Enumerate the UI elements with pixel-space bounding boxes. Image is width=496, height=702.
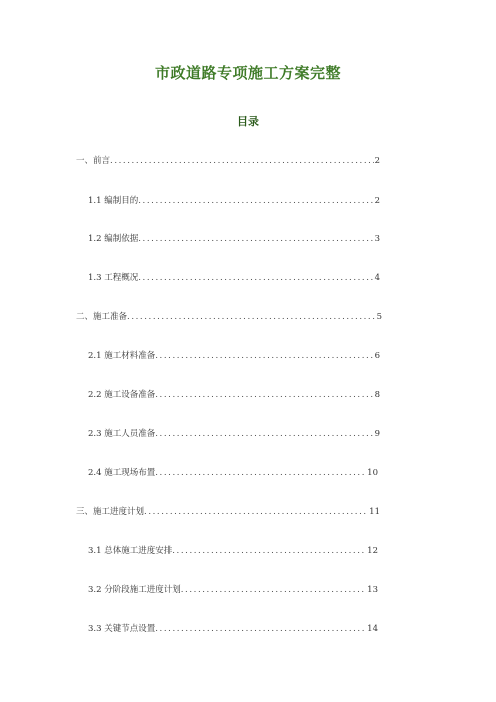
toc-entry[interactable] <box>88 350 380 362</box>
toc-entry-label: 一、前言 <box>76 156 111 166</box>
toc-entry[interactable] <box>88 428 380 440</box>
toc-page-number: 14 <box>367 624 378 634</box>
toc-leader-dots <box>155 623 366 635</box>
toc-leader-dots <box>155 428 373 440</box>
toc-leader-dots <box>155 350 373 362</box>
toc-entry[interactable] <box>76 155 380 167</box>
toc-entry-label: 2.3 施工人员准备 <box>88 429 156 439</box>
toc-entry[interactable] <box>88 584 378 596</box>
toc-page-number: 8 <box>374 390 380 400</box>
toc-entry-label: 三、施工进度计划 <box>76 507 145 517</box>
toc-entry[interactable] <box>88 467 378 479</box>
toc-page-number: 6 <box>374 351 380 361</box>
toc-leader-dots <box>144 506 368 518</box>
toc-leader-dots <box>138 272 373 284</box>
toc-entry[interactable] <box>88 545 378 557</box>
toc-entry-label: 2.1 施工材料准备 <box>88 351 156 361</box>
toc-page-number: 2 <box>374 156 380 166</box>
toc-entry[interactable] <box>88 233 380 245</box>
toc-entry[interactable] <box>88 272 380 284</box>
toc-leader-dots <box>138 195 373 207</box>
toc-leader-dots <box>127 311 376 323</box>
toc-leader-dots <box>181 584 366 596</box>
toc-entry-label: 1.1 编制目的 <box>88 196 139 206</box>
toc-page-number: 3 <box>374 234 380 244</box>
toc-entry[interactable] <box>88 623 378 635</box>
toc-entry[interactable] <box>76 311 382 323</box>
toc-page-number: 12 <box>367 546 378 556</box>
toc-entry-label: 1.2 编制依据 <box>88 234 139 244</box>
toc-entry-label: 1.3 工程概况 <box>88 273 139 283</box>
toc-leader-dots <box>155 467 366 479</box>
toc-entry-label: 3.1 总体施工进度安排 <box>88 546 173 556</box>
toc-entry-label: 2.4 施工现场布置 <box>88 468 156 478</box>
toc-entry[interactable] <box>76 506 380 518</box>
toc-page-number: 4 <box>374 273 380 283</box>
toc-entry[interactable] <box>88 389 380 401</box>
toc-page-number: 9 <box>374 429 380 439</box>
toc-entry-label: 3.2 分阶段施工进度计划 <box>88 585 181 595</box>
toc-entry-label: 二、施工准备 <box>76 312 128 322</box>
toc-leader-dots <box>172 545 366 557</box>
toc-entry-label: 2.2 施工设备准备 <box>88 390 156 400</box>
document-title: 市政道路专项施工方案完整 <box>154 64 341 82</box>
toc-leader-dots <box>110 155 374 167</box>
toc-heading: 目录 <box>237 115 259 128</box>
toc-entry-label: 3.3 关键节点设置 <box>88 624 156 634</box>
toc-page-number: 5 <box>376 312 382 322</box>
toc-page-number: 13 <box>367 585 378 595</box>
toc-page-number: 2 <box>374 196 380 206</box>
toc-leader-dots <box>138 233 373 245</box>
toc-entry[interactable] <box>88 195 380 207</box>
toc-leader-dots <box>155 389 373 401</box>
toc-page-number: 10 <box>367 468 378 478</box>
toc-page-number: 11 <box>369 507 380 517</box>
